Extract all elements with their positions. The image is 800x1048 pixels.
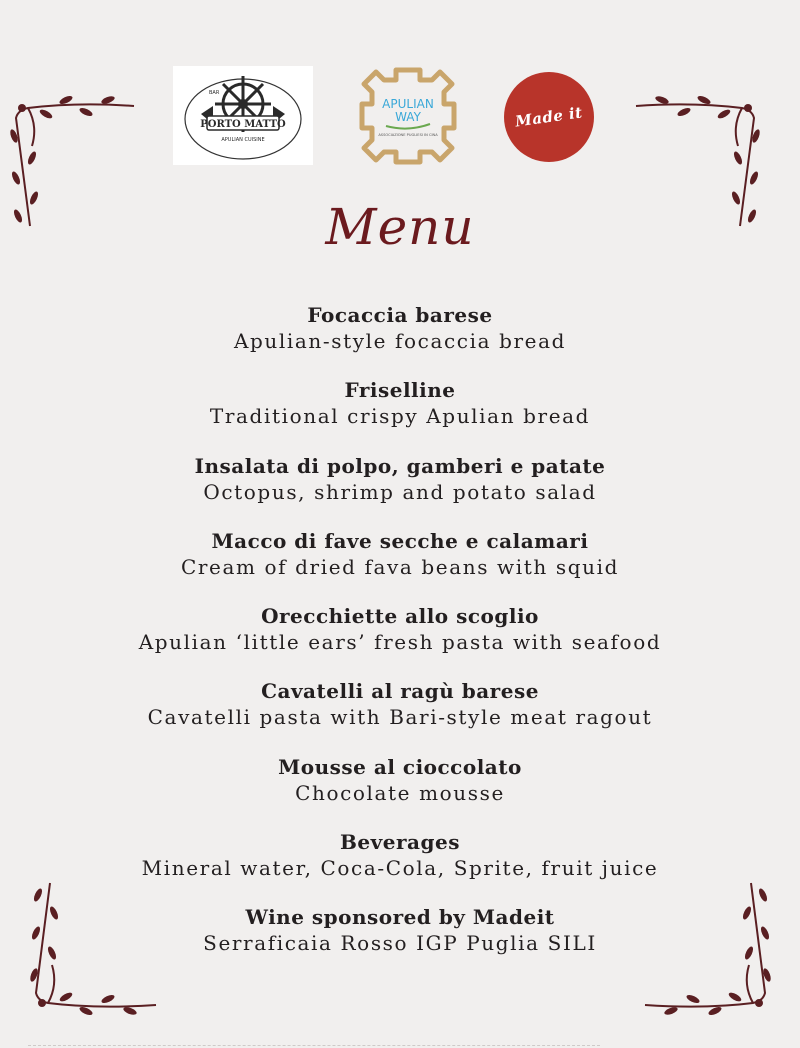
menu-item [0, 677, 800, 752]
dish-name: Focaccia barese [307, 303, 493, 327]
dish-name: Wine sponsored by Madeit [245, 905, 555, 930]
dish-name: Macco di fave secche e calamari [211, 528, 589, 553]
menu-item [0, 602, 800, 677]
dish-description: Traditional crispy Apulian bread [209, 404, 591, 429]
menu-title: Menu [325, 198, 475, 256]
dish-description: Cavatelli pasta with Bari-style meat ragout [147, 705, 653, 730]
dish-name: Orecchiette allo scoglio [261, 604, 539, 629]
dish-description: Apulian ‘little ears’ fresh pasta with seafood [138, 630, 662, 655]
made-it-logo [504, 72, 594, 162]
dish-name: Beverages [340, 830, 460, 855]
menu-item [0, 301, 800, 376]
porto-matto-tagline: APULIAN CUISINE [221, 137, 265, 143]
dish-name: Mousse al cioccolato [278, 754, 522, 779]
dish-description: Chocolate mousse [295, 780, 505, 805]
menu-item [0, 903, 800, 978]
dish-description: Octopus, shrimp and potato salad [203, 479, 597, 504]
dish-name: Insalata di polpo, gamberi e patate [194, 453, 606, 478]
apulian-small: ASSOCIAZIONE PUGLIESI IN CINA [378, 133, 438, 137]
dish-name: Cavatelli al ragù barese [261, 679, 539, 704]
dish-description: Cream of dried fava beans with squid [180, 554, 619, 579]
menu-item [0, 753, 800, 828]
dish-description: Mineral water, Coca-Cola, Sprite, fruit juice [141, 856, 659, 881]
made-it-label: Made it [514, 103, 584, 131]
porto-matto-logo [173, 66, 313, 165]
dish-description: Apulian-style focaccia bread [233, 329, 567, 353]
apulian-way-logo [358, 66, 458, 166]
menu-item [0, 452, 800, 527]
menu-list [0, 301, 800, 979]
bottom-divider [28, 1045, 600, 1046]
porto-matto-name: PORTO MATTO [200, 119, 286, 130]
menu-item [0, 527, 800, 602]
dish-name: Friselline [344, 378, 456, 403]
apulian-line2: WAY [395, 110, 421, 124]
dish-description: Serraficaia Rosso IGP Puglia SILI [203, 931, 597, 956]
menu-item [0, 828, 800, 903]
apulian-line1: APULIAN [382, 97, 434, 111]
menu-item [0, 376, 800, 451]
porto-matto-side: BAR [209, 90, 220, 96]
